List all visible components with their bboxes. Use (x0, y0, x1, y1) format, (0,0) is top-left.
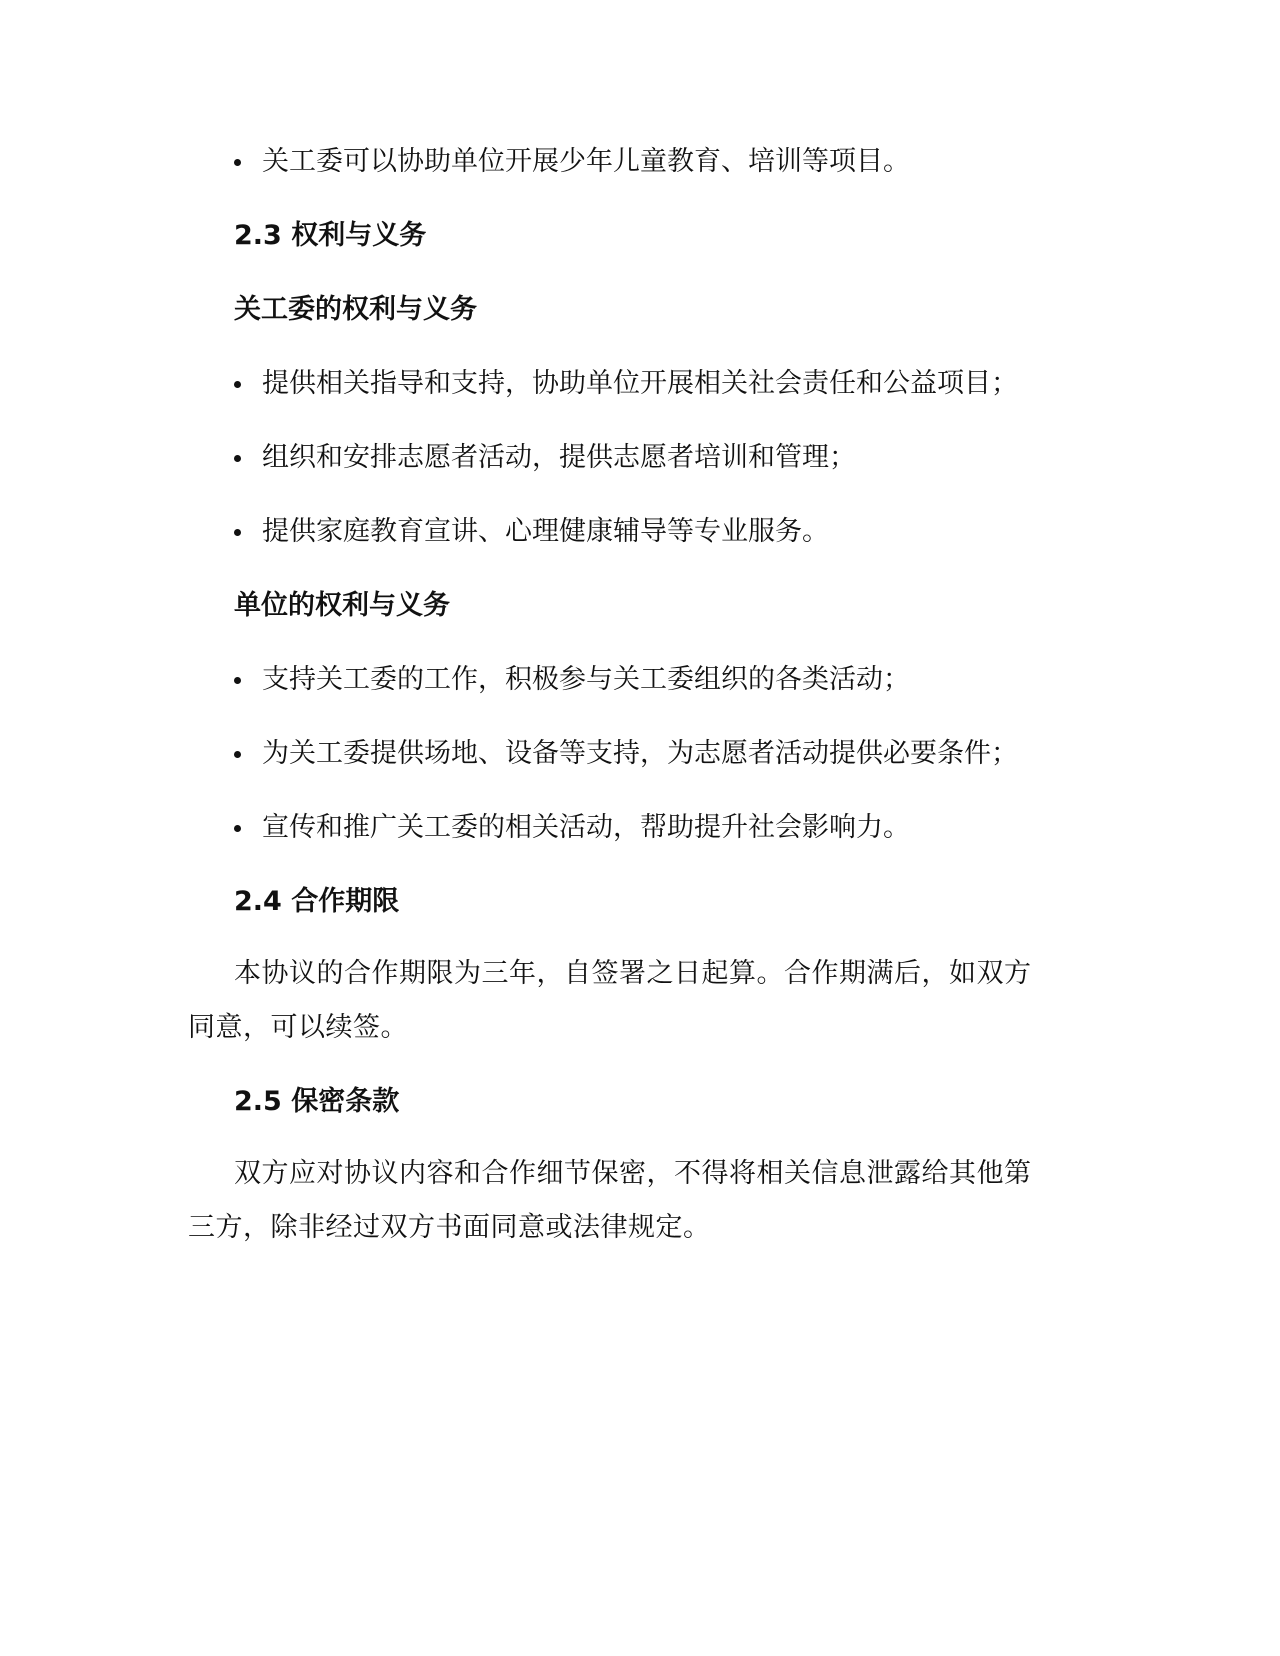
subheading-committee-rights: 关工委的权利与义务 (234, 294, 477, 325)
paragraph-term-line-2: 同意，可以续签。 (188, 1012, 408, 1043)
list-item-text: 提供相关指导和支持，协助单位开展相关社会责任和公益项目； (262, 368, 1018, 399)
section-heading-2-5: 2.5 保密条款 (234, 1086, 400, 1117)
subheading-unit-rights: 单位的权利与义务 (234, 590, 450, 621)
section-heading-2-4: 2.4 合作期限 (234, 886, 400, 917)
list-item-text: 支持关工委的工作，积极参与关工委组织的各类活动； (262, 664, 910, 695)
bullet-icon (234, 159, 241, 166)
bullet-icon (234, 529, 241, 536)
bullet-icon (234, 381, 241, 388)
paragraph-confidentiality-line-1: 双方应对协议内容和合作细节保密，不得将相关信息泄露给其他第 (234, 1158, 1032, 1189)
paragraph-confidentiality-line-2: 三方，除非经过双方书面同意或法律规定。 (188, 1212, 711, 1243)
list-item-text: 提供家庭教育宣讲、心理健康辅导等专业服务。 (262, 516, 829, 547)
bullet-icon (234, 455, 241, 462)
list-item-text: 关工委可以协助单位开展少年儿童教育、培训等项目。 (262, 146, 910, 177)
section-heading-2-3: 2.3 权利与义务 (234, 220, 427, 251)
paragraph-term-line-1: 本协议的合作期限为三年，自签署之日起算。合作期满后，如双方 (234, 958, 1032, 989)
list-item-text: 宣传和推广关工委的相关活动，帮助提升社会影响力。 (262, 812, 910, 843)
list-item-text: 组织和安排志愿者活动，提供志愿者培训和管理； (262, 442, 856, 473)
bullet-icon (234, 677, 241, 684)
list-item-text: 为关工委提供场地、设备等支持，为志愿者活动提供必要条件； (262, 738, 1018, 769)
bullet-icon (234, 751, 241, 758)
bullet-icon (234, 825, 241, 832)
